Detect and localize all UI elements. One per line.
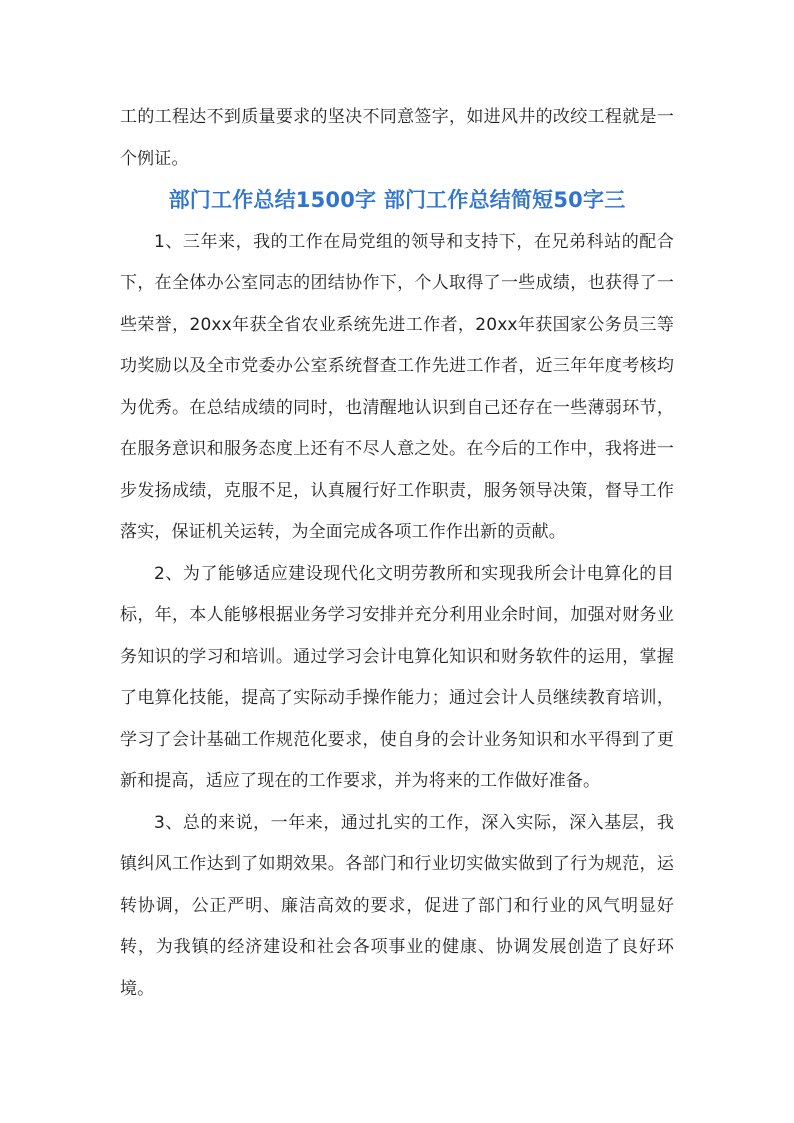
paragraph-1: 1、三年来，我的工作在局党组的领导和支持下，在兄弟科站的配合下，在全体办公室同志的团结协作下，个人取得了一些成绩，也获得了一些荣誉，20xx年获全省农业系统先进工作者，20xx年获国家公务员三等功奖励以及全市党委办公室系统督查工作先进工作者，近三年年度考核均为优秀。在总结成绩的同时，也清醒地认识到自己还存在一些薄弱环节，在服务意识和服务态度上还有不尽人意之处。在今后的工作中，我将进一步发扬成绩，克服不足，认真履行好工作职责，服务领导决策，督导工作落实，保证机关运转，为全面完成各项工作作出新的贡献。 [120, 231, 674, 542]
document-body [120, 97, 674, 1010]
paragraph-2: 2、为了能够适应建设现代化文明劳教所和实现我所会计电算化的目标，年，本人能够根据业务学习安排并充分利用业余时间，加强对财务业务知识的学习和培训。通过学习会计电算化知识和财务软件的运用，掌握了电算化技能，提高了实际动手操作能力；通过会计人员继续教育培训，学习了会计基础工作规范化要求，使自身的会计业务知识和水平得到了更新和提高，适应了现在的工作要求，并为将来的工作做好准备。 [120, 563, 674, 791]
paragraph-3: 3、总的来说，一年来，通过扎实的工作，深入实际，深入基层，我镇纠风工作达到了如期效果。各部门和行业切实做实做到了行为规范，运转协调，公正严明、廉洁高效的要求，促进了部门和行业的风气明显好转，为我镇的经济建设和社会各项事业的健康、协调发展创造了良好环境。 [120, 812, 674, 999]
continued-paragraph: 工的工程达不到质量要求的坚决不同意签字，如进风井的改绞工程就是一个例证。 [120, 107, 674, 169]
section-heading: 部门工作总结1500字 部门工作总结简短50字三 [168, 188, 626, 212]
